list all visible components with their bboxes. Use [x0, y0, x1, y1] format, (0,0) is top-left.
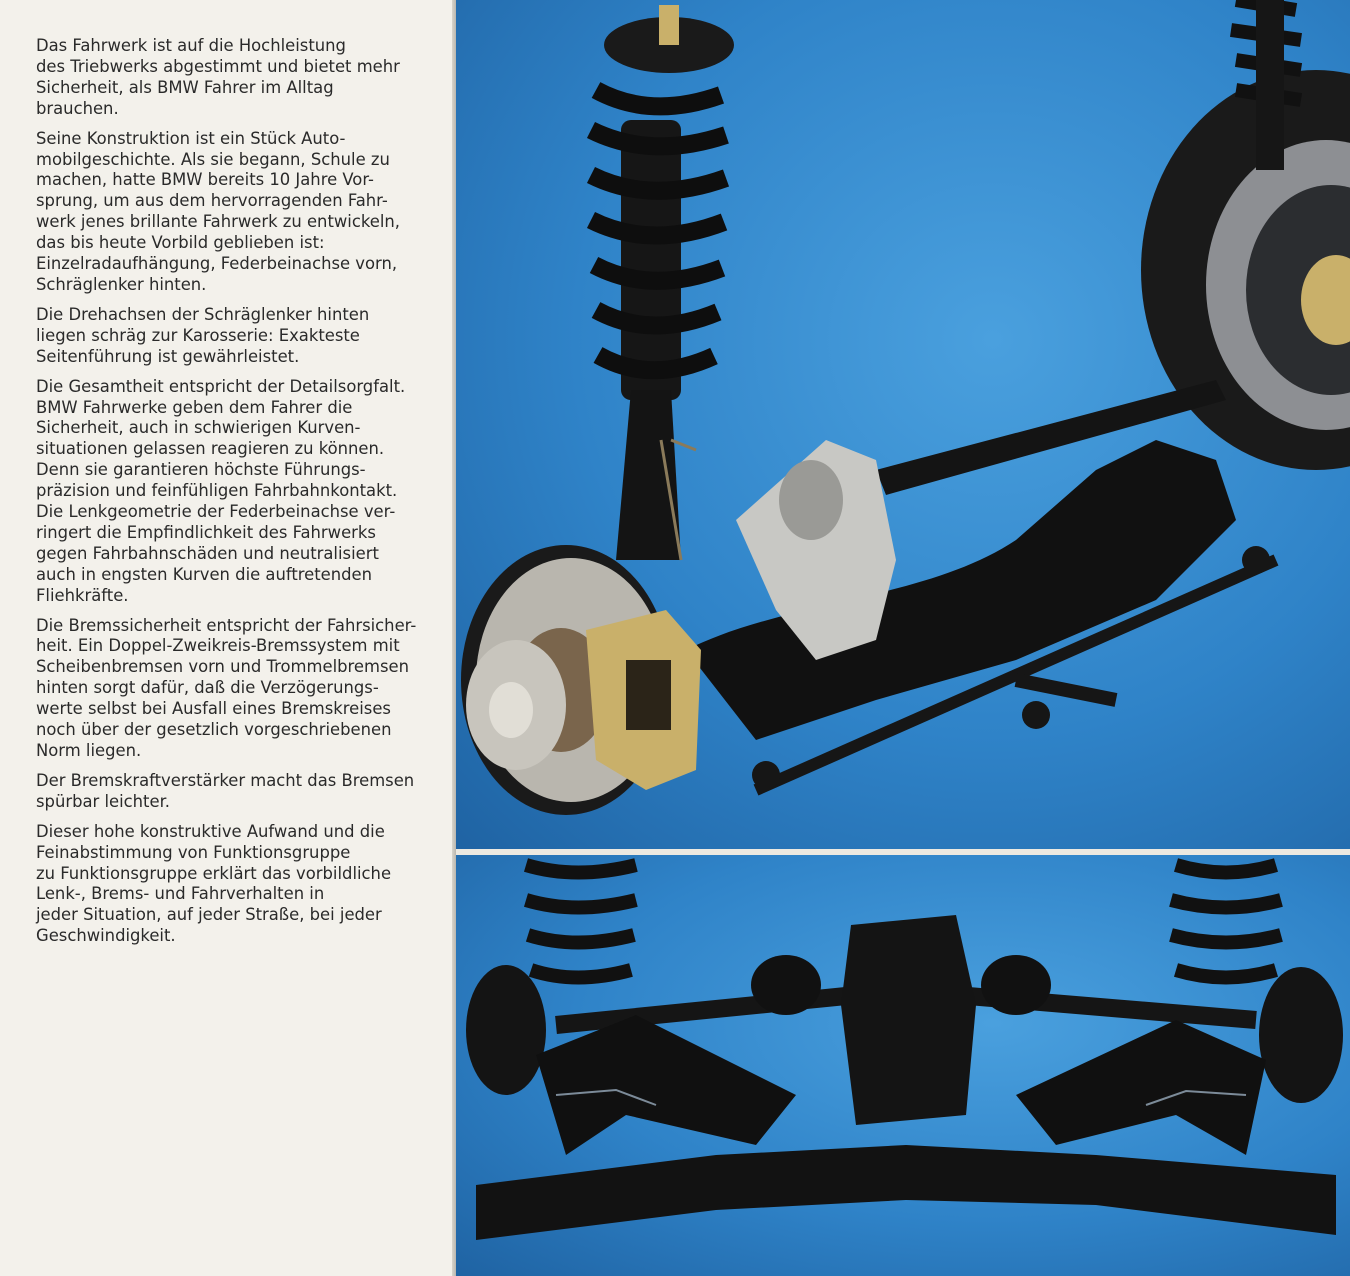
front-suspension-photo	[456, 0, 1350, 849]
left-rear-spring	[526, 865, 636, 978]
right-rear-spring	[1171, 865, 1281, 978]
right-trailing-arm	[1016, 1020, 1266, 1155]
paragraph-brakes: Die Bremssicherheit entspricht der Fahrsicher- heit. Ein Doppel-Zweikreis-Bremssystem mit Scheibenbremsen vorn und Trommelbremsen hinten sorgt dafür, daß die Verzögerungs- werte selbst bei Ausfall eines Bremskreises noch über der gesetzlich vorgeschriebenen Norm liegen.	[36, 615, 417, 760]
paragraph-construction: Seine Konstruktion ist ein Stück Auto- mobilgeschichte. Als sie begann, Schule zu machen, hatte BMW bereits 10 Jahre Vor- sprung, um aus dem hervorragenden Fahr- werk jenes brillante Fahrwerk zu entwickeln, das bis heute Vorbild geblieben ist: Einzelradaufhängung, Federbeinachse vorn, Schräglenker hinten.	[36, 128, 400, 294]
rear-axle-photo	[456, 855, 1350, 1276]
front-strut	[591, 5, 734, 560]
left-brake-drum	[466, 965, 546, 1095]
paragraph-detail: Die Gesamtheit entspricht der Detailsorgfalt. BMW Fahrwerke geben dem Fahrer die Sicherheit, auch in schwierigen Kurven- situationen gelassen reagieren zu können. Denn sie garantieren höchste Führungs- präzision und feinfühligen Fahrbahnkontakt. Die Lenkgeometrie der Federbeinachse ver- ringert die Empfindlichkeit des Fahrwerks gegen Fahrbahnschäden und neutralisiert auch in engsten Kurven die auftretenden Fliehkräfte.	[36, 376, 406, 605]
right-brake-drum	[1259, 967, 1343, 1103]
text-page	[0, 0, 455, 1276]
paragraph-rear-axle: Die Drehachsen der Schräglenker hinten liegen schräg zur Karosserie: Exakteste Seitenführung ist gewährleistet.	[36, 304, 370, 366]
paragraph-intro: Das Fahrwerk ist auf die Hochleistung des Triebwerks abgestimmt und bietet mehr Sicherheit, als BMW Fahrer im Alltag brauchen.	[36, 36, 400, 118]
paragraph-brake-booster: Der Bremskraftverstärker macht das Bremsen spürbar leichter.	[36, 770, 415, 811]
front-suspension-illustration	[456, 0, 1350, 849]
rear-axle-illustration	[456, 855, 1350, 1276]
paragraph-conclusion: Dieser hohe konstruktive Aufwand und die Feinabstimmung von Funktionsgruppe zu Funktionsgruppe erklärt das vorbildliche Lenk-, Brems- und Fahrverhalten in jeder Situation, auf jeder Straße, bei jeder Geschwindigkeit.	[36, 821, 392, 946]
left-trailing-arm	[536, 1015, 796, 1155]
rear-crossmember	[476, 1145, 1336, 1240]
differential	[841, 915, 976, 1125]
body-text-column	[36, 36, 446, 956]
